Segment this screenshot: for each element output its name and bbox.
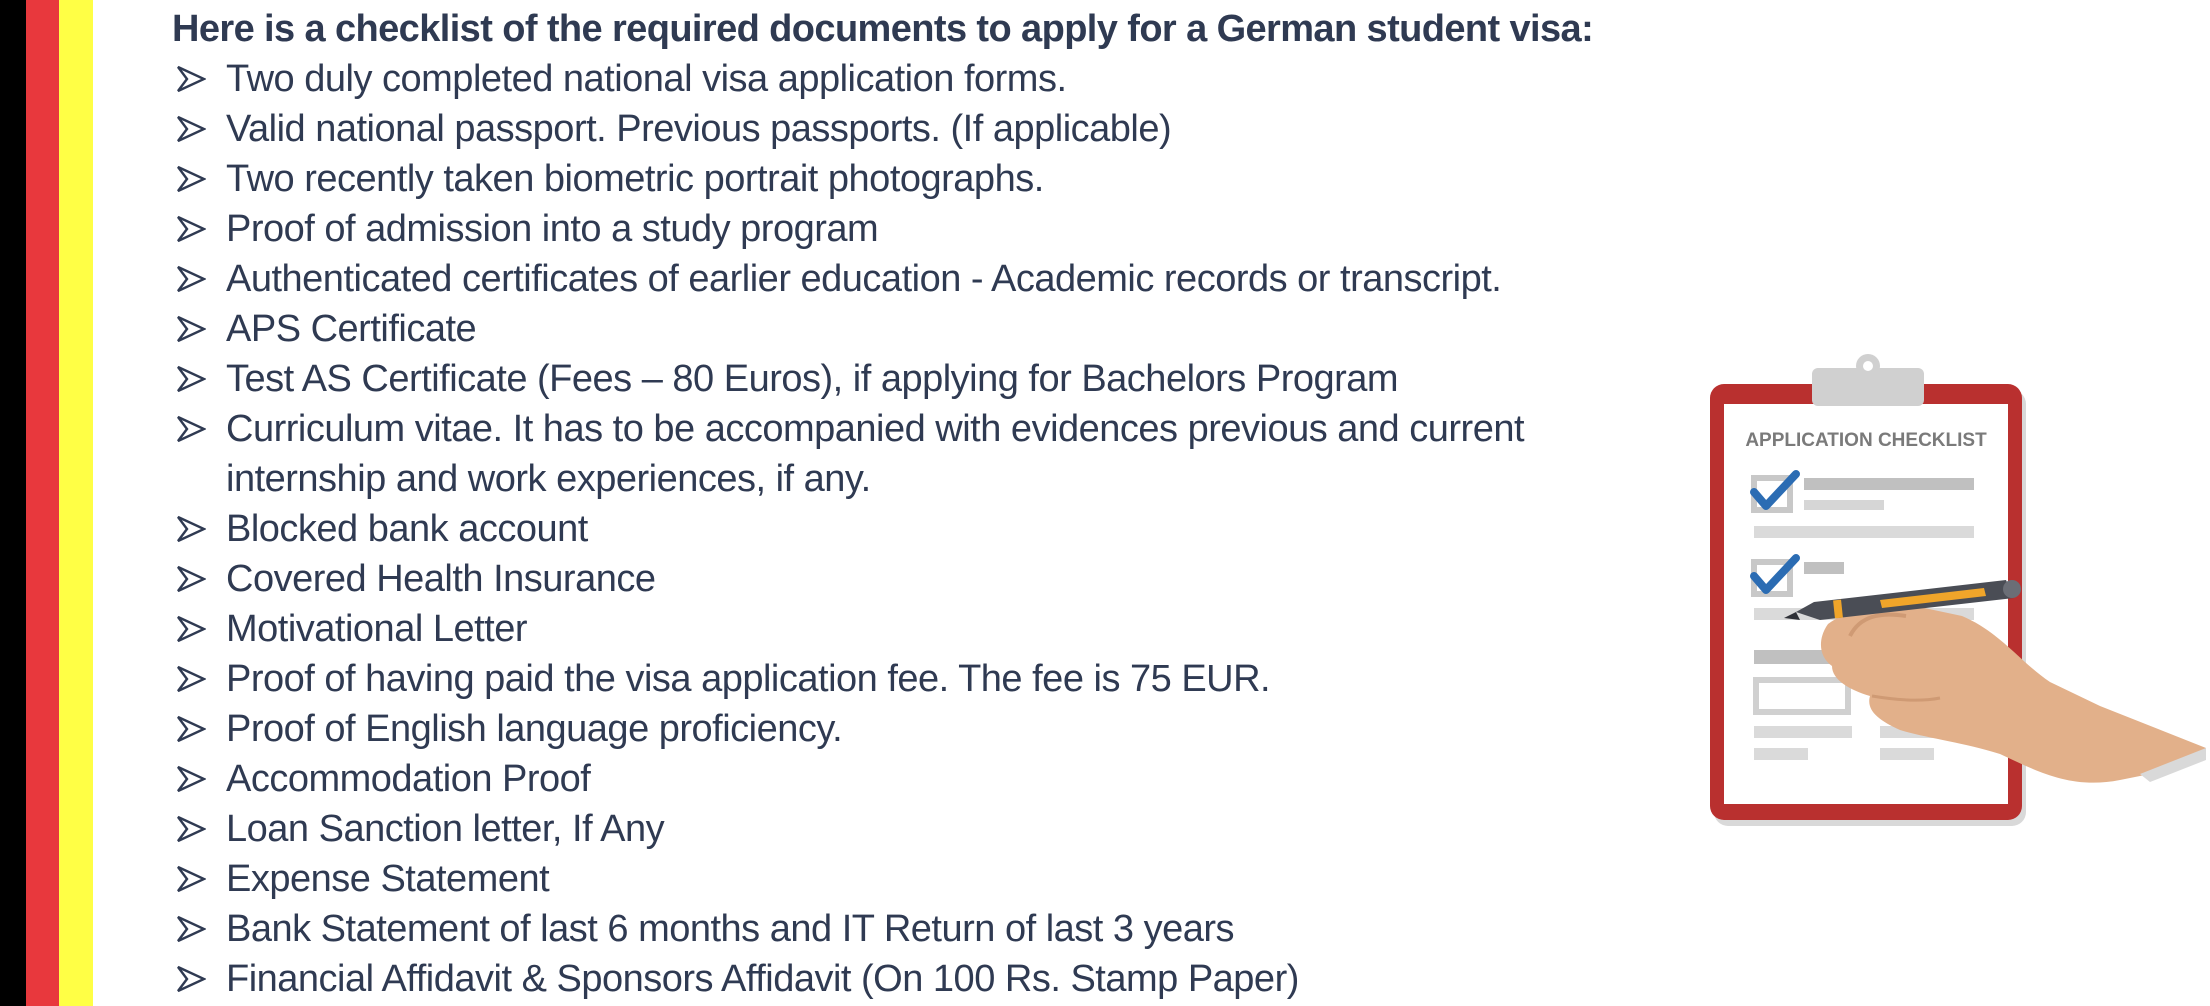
checklist-item	[172, 104, 1632, 154]
checklist-item	[172, 404, 1632, 504]
checklist-item-text: Proof of having paid the visa application fee. The fee is 75 EUR.	[226, 658, 1271, 700]
checklist-item-text: Curriculum vitae. It has to be accompanied with evidences previous and current	[226, 408, 1525, 450]
flag-stripe-black	[0, 0, 26, 1006]
checklist-item	[172, 604, 1632, 654]
arrowhead-bullet-icon	[176, 415, 206, 443]
arrowhead-bullet-icon	[176, 815, 206, 843]
checklist-item-text: Valid national passport. Previous passports. (If applicable)	[226, 108, 1172, 150]
checklist-item	[172, 254, 1632, 304]
checklist-item	[172, 354, 1632, 404]
checklist-item	[172, 54, 1632, 104]
checklist-item-text: Two recently taken biometric portrait photographs.	[226, 158, 1044, 200]
checklist-item-text: Blocked bank account	[226, 508, 588, 550]
checklist-item	[172, 554, 1632, 604]
clipboard-checklist-illustration	[1700, 350, 2210, 840]
arrowhead-bullet-icon	[176, 965, 206, 993]
arrowhead-bullet-icon	[176, 315, 206, 343]
arrowhead-bullet-icon	[176, 565, 206, 593]
checklist-item-text: Covered Health Insurance	[226, 558, 656, 600]
checklist-item-text: Expense Statement	[226, 858, 550, 900]
arrowhead-bullet-icon	[176, 515, 206, 543]
checklist-item-text: Loan Sanction letter, If Any	[226, 808, 665, 850]
arrowhead-bullet-icon	[176, 665, 206, 693]
checklist-item	[172, 704, 1632, 754]
arrowhead-bullet-icon	[176, 165, 206, 193]
arrowhead-bullet-icon	[176, 865, 206, 893]
checklist-item	[172, 654, 1632, 704]
arrowhead-bullet-icon	[176, 265, 206, 293]
checklist-item-text: Two duly completed national visa application forms.	[226, 58, 1067, 100]
checklist-item	[172, 304, 1632, 354]
document-checklist	[172, 54, 1632, 1004]
checklist-item-text: Financial Affidavit & Sponsors Affidavit (On 100 Rs. Stamp Paper)	[226, 958, 1299, 1000]
flag-stripe-red	[26, 0, 59, 1006]
arrowhead-bullet-icon	[176, 215, 206, 243]
checklist-item	[172, 904, 1632, 954]
checklist-item-text: Test AS Certificate (Fees – 80 Euros), if applying for Bachelors Program	[226, 358, 1399, 400]
arrowhead-bullet-icon	[176, 715, 206, 743]
checklist-item-text: Proof of admission into a study program	[226, 208, 879, 250]
checklist-section	[172, 4, 1632, 1004]
checklist-item	[172, 204, 1632, 254]
flag-stripe-yellow	[59, 0, 93, 1006]
checklist-item-text: internship and work experiences, if any.	[226, 458, 871, 500]
arrowhead-bullet-icon	[176, 915, 206, 943]
checklist-item	[172, 954, 1632, 1004]
checklist-item-text: Proof of English language proficiency.	[226, 708, 843, 750]
arrowhead-bullet-icon	[176, 615, 206, 643]
checklist-item-text: Motivational Letter	[226, 608, 527, 650]
checklist-item	[172, 854, 1632, 904]
checklist-item	[172, 754, 1632, 804]
checklist-item	[172, 804, 1632, 854]
checklist-item	[172, 154, 1632, 204]
checklist-item-text: Bank Statement of last 6 months and IT Return of last 3 years	[226, 908, 1235, 950]
arrowhead-bullet-icon	[176, 65, 206, 93]
clipboard-title: APPLICATION CHECKLIST	[1745, 430, 1987, 451]
arrowhead-bullet-icon	[176, 365, 206, 393]
checklist-item	[172, 504, 1632, 554]
checklist-item-text: Accommodation Proof	[226, 758, 591, 800]
checklist-item-text: Authenticated certificates of earlier education - Academic records or transcript.	[226, 258, 1502, 300]
arrowhead-bullet-icon	[176, 765, 206, 793]
checklist-item-text: APS Certificate	[226, 308, 477, 350]
checklist-heading: Here is a checklist of the required documents to apply for a German student visa:	[172, 8, 1594, 50]
arrowhead-bullet-icon	[176, 115, 206, 143]
